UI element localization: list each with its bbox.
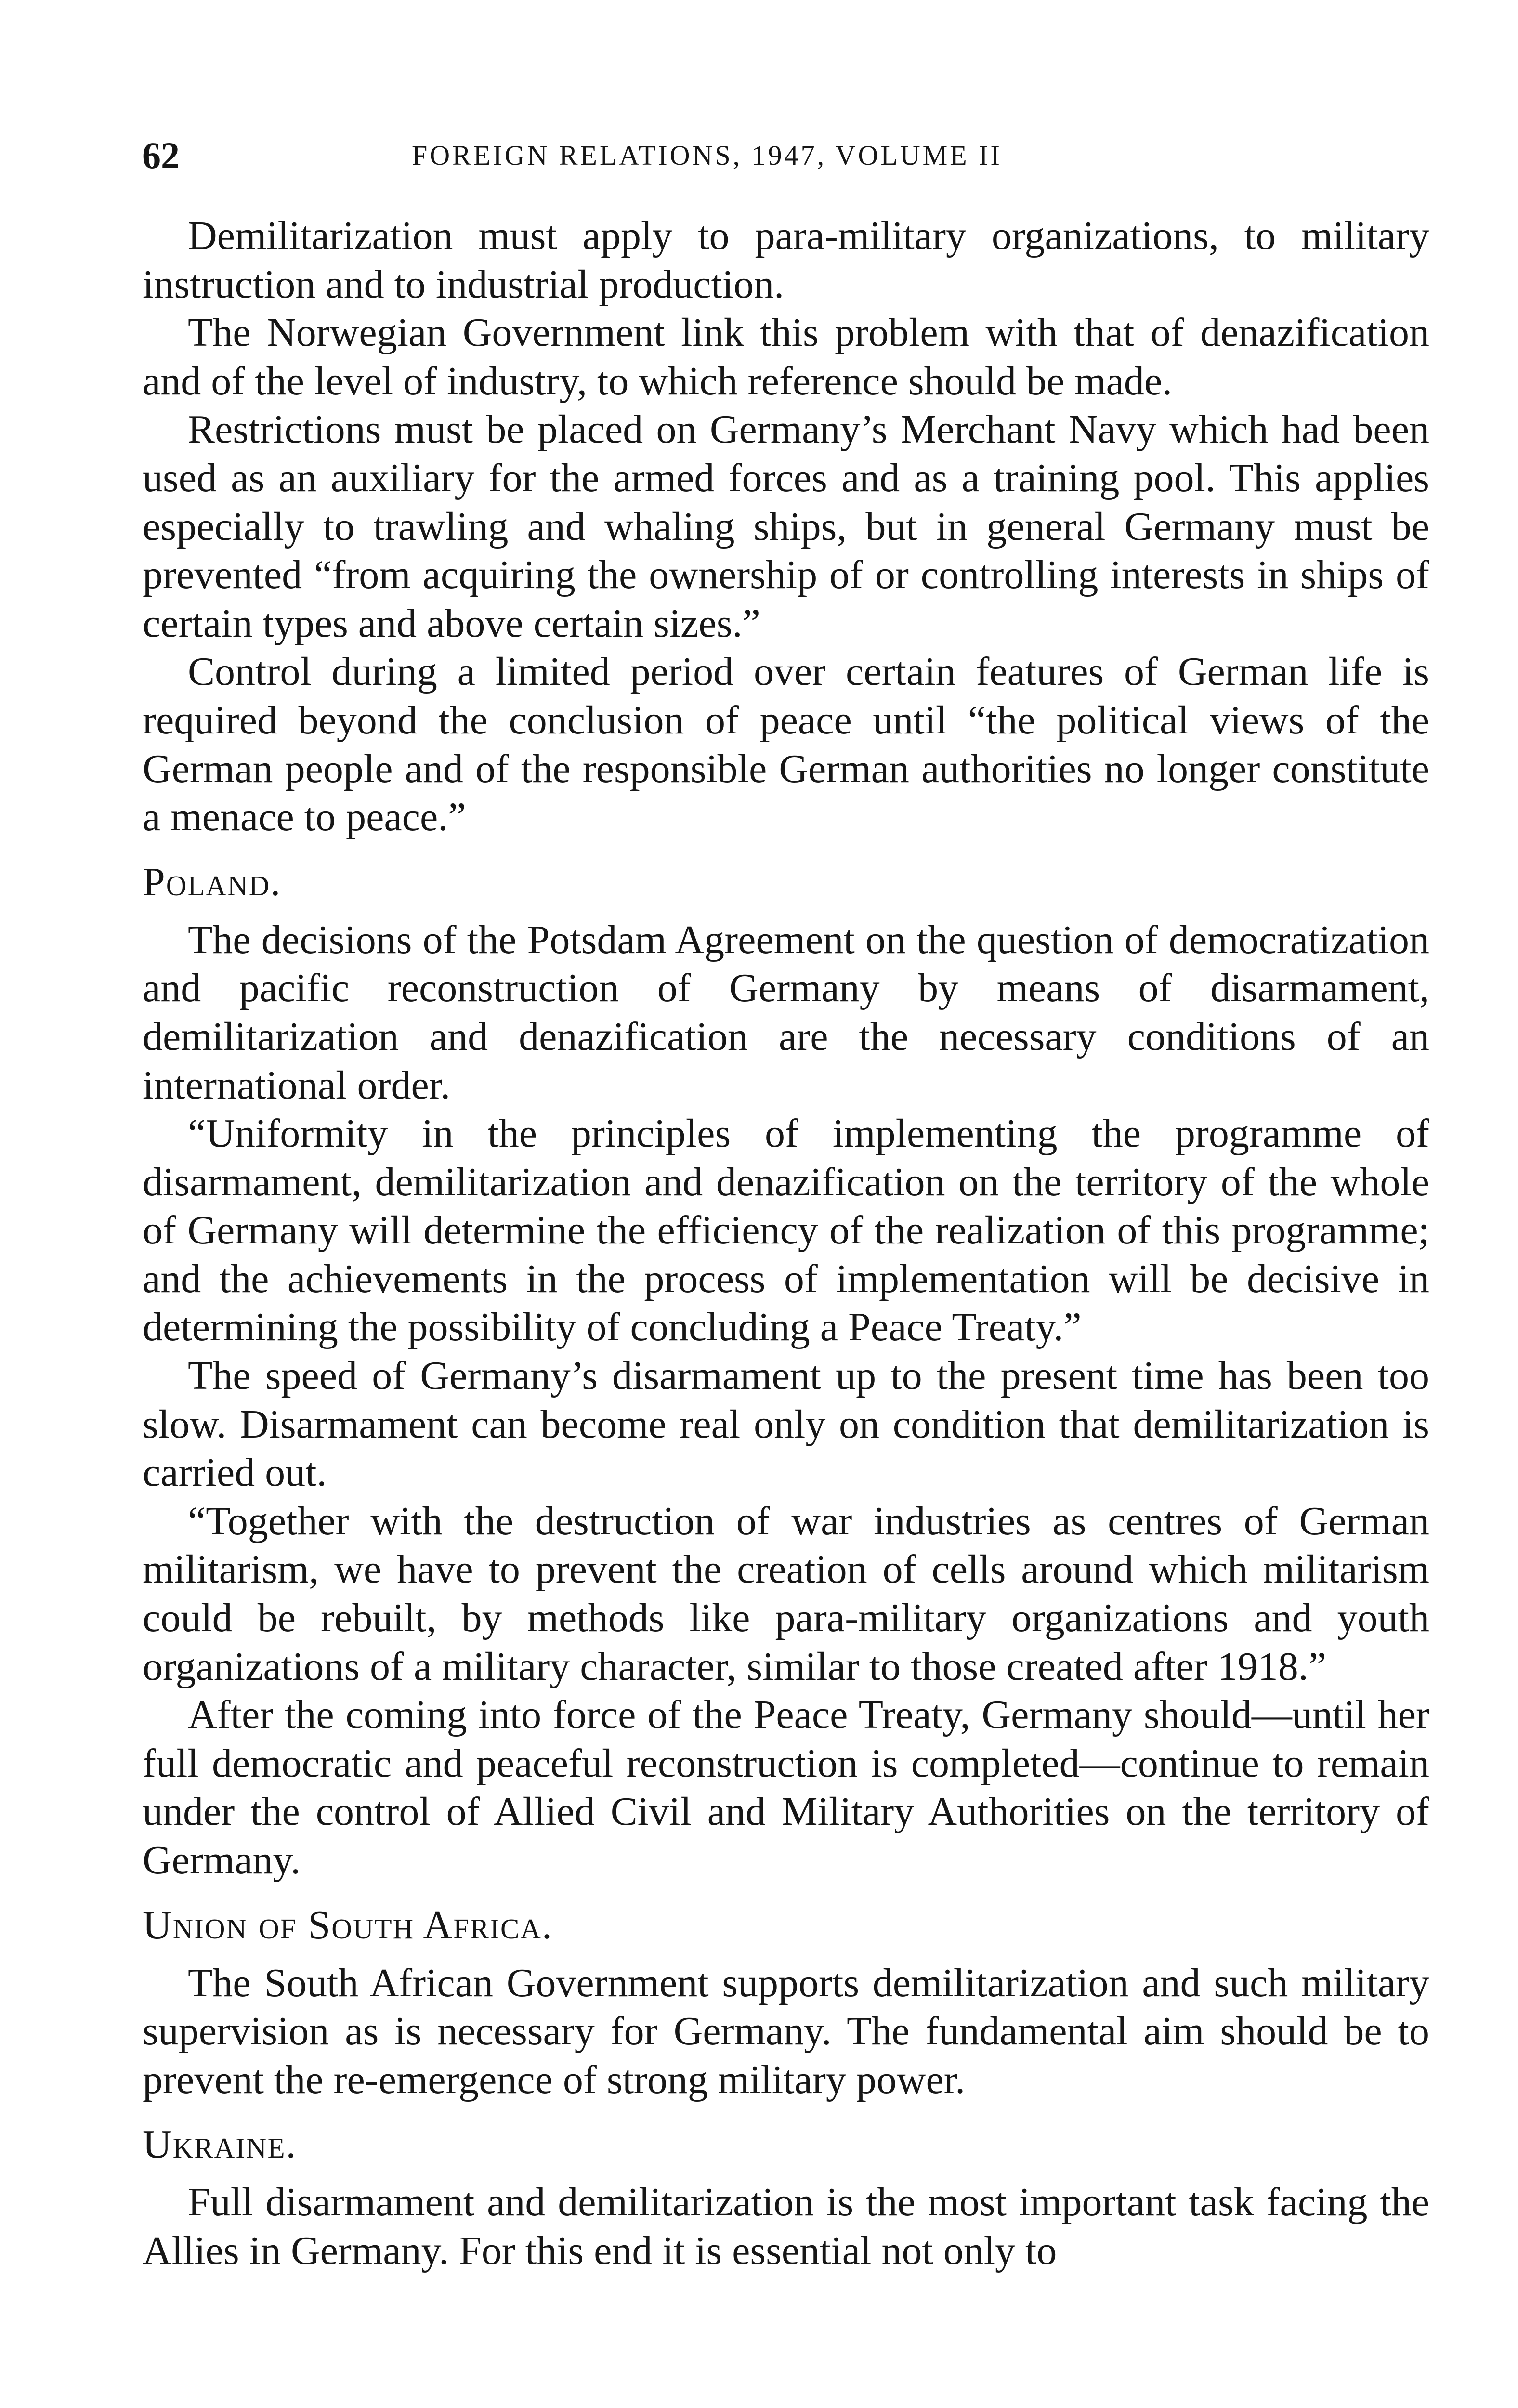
section-heading-ukraine: Ukraine. (143, 2122, 297, 2167)
section-heading-south-africa: Union of South Africa. (143, 1902, 553, 1948)
paragraph-merchant-navy: Restrictions must be placed on Germany’s Merchant Navy which had been used as an auxiliary for the armed forces and as a training pool. This applies especially to trawling and whaling ships, but in general Germany must be prevented “from acquiring the ownership of or controlling interests in ships of certain types and above certain sizes.” (143, 407, 1429, 646)
page-body (143, 212, 1429, 2276)
section-heading-poland: Poland. (143, 859, 282, 904)
paragraph-ukraine-position: Full disarmament and demilitarization is the most important task facing the Allies in Germany. For this end it is essential not only to (143, 2180, 1429, 2273)
paragraph-allied-control: After the coming into force of the Peace Treaty, Germany should—until her full democratic and peaceful reconstruction is completed—continue to remain under the control of Allied Civil and Military Authorities on the territory of Germany. (143, 1692, 1429, 1883)
page-number: 62 (142, 134, 180, 176)
running-title: FOREIGN RELATIONS, 1947, VOLUME II (412, 140, 1002, 171)
paragraph-norwegian-link: The Norwegian Government link this problem with that of denazification and of the level of industry, to which reference should be made. (143, 310, 1429, 404)
paragraph-potsdam-decisions: The decisions of the Potsdam Agreement on the question of democratization and pacific reconstruction of Germany by means of disarmament, demilitarization and denazification are the necessary conditions of an international order. (143, 917, 1429, 1108)
paragraph-control-period: Control during a limited period over certain features of German life is required beyond the conclusion of peace until “the political views of the German people and of the responsible German authorities no longer constitute a menace to peace.” (143, 649, 1429, 840)
paragraph-war-industries-quote: “Together with the destruction of war industries as centres of German militarism, we have to prevent the creation of cells around which militarism could be rebuilt, by methods like para-military organizations and youth organizations of a military character, similar to those created after 1918.” (143, 1498, 1429, 1689)
paragraph-uniformity-quote: “Uniformity in the principles of implementing the programme of disarmament, demilitarization and denazification on the territory of the whole of Germany will determine the efficiency of the realization of this programme; and the achievements in the process of implementation will be decisive in determining the possibility of concluding a Peace Treaty.” (143, 1111, 1429, 1350)
paragraph-south-africa-position: The South African Government supports demilitarization and such military supervision as is necessary for Germany. The fundamental aim should be to prevent the re-emergence of strong military power. (143, 1960, 1429, 2102)
paragraph-demilitarization-scope: Demilitarization must apply to para-military organizations, to military instruction and to industrial production. (143, 213, 1429, 307)
paragraph-disarmament-speed: The speed of Germany’s disarmament up to the present time has been too slow. Disarmament can become real only on condition that demilitarization is carried out. (143, 1353, 1429, 1495)
page-header (142, 129, 1433, 182)
